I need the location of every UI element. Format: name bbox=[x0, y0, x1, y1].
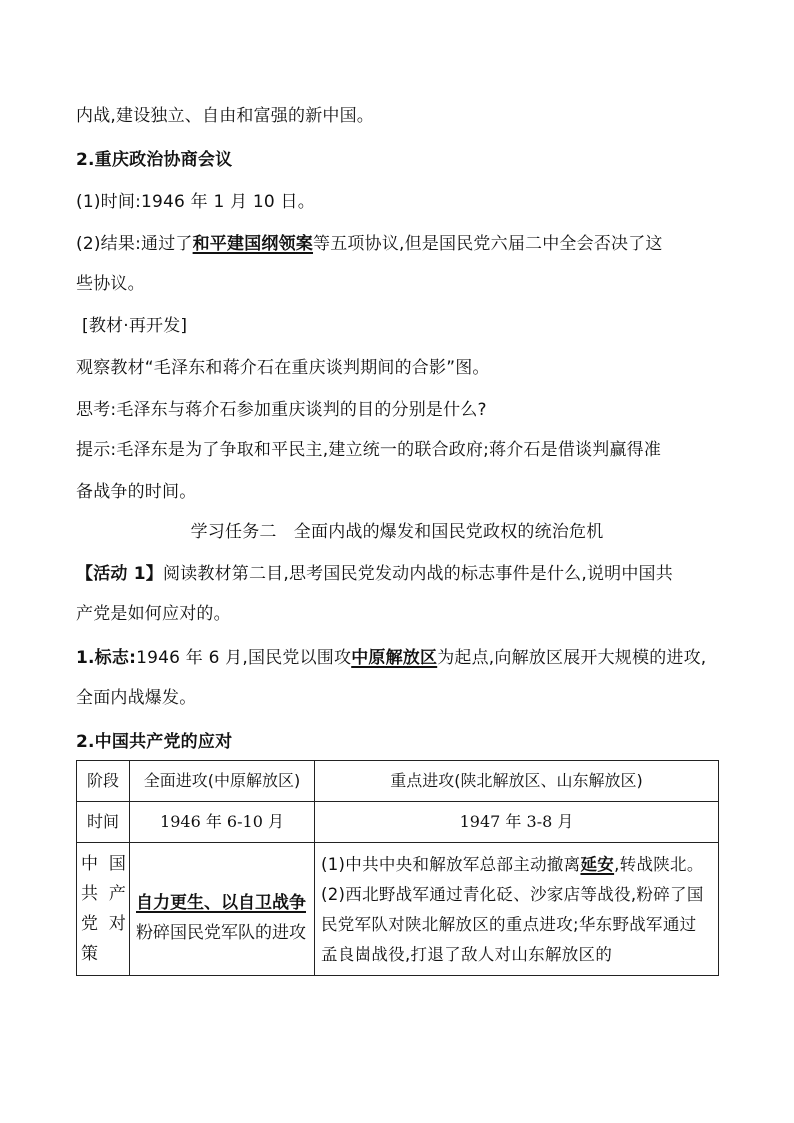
paragraph-line: 些协议。 bbox=[76, 274, 145, 294]
text-segment: 1946 年 6 月,国民党以围攻 bbox=[136, 648, 352, 668]
table-cell-policy-label bbox=[77, 843, 130, 976]
table-cell-head-b: 重点进攻(陕北解放区、山东解放区) bbox=[315, 761, 719, 802]
table-row-time bbox=[77, 802, 719, 843]
key-term: 延安 bbox=[580, 855, 615, 874]
key-term: 自力更生、以自卫战争 bbox=[136, 893, 306, 913]
sign-label: 1.标志: bbox=[76, 648, 137, 668]
text-segment: 阅读教材第二目,思考国民党发动内战的标志事件是什么,说明中国共 bbox=[162, 564, 673, 584]
paragraph-line-sign bbox=[76, 646, 706, 670]
table-cell-stage-label: 阶段 bbox=[77, 761, 130, 802]
paragraph-line-hint: 提示:毛泽东是为了争取和平民主,建立统一的联合政府;蒋介石是借谈判赢得准 bbox=[76, 440, 662, 460]
policy-a-text bbox=[136, 888, 308, 948]
table-cell-time-a: 1946 年 6-10 月 bbox=[130, 802, 315, 843]
paragraph-line-think: 思考:毛泽东与蒋介石参加重庆谈判的目的分别是什么? bbox=[76, 400, 487, 420]
response-table bbox=[76, 760, 719, 976]
paragraph-line: 内战,建设独立、自由和富强的新中国。 bbox=[76, 106, 375, 126]
table-row-header bbox=[77, 761, 719, 802]
paragraph-line-result bbox=[76, 232, 663, 256]
table-row-policy bbox=[77, 843, 719, 976]
text-segment: 粉碎国民党军队的进攻 bbox=[136, 923, 306, 943]
key-term: 和平建国纲领案 bbox=[192, 234, 314, 254]
text-segment: (2)结果:通过了 bbox=[76, 234, 193, 254]
paragraph-line: 备战争的时间。 bbox=[76, 482, 197, 502]
vertical-label: 中 国 共 产 党 对 策 bbox=[81, 854, 126, 964]
task-heading: 学习任务二 全面内战的爆发和国民党政权的统治危机 bbox=[190, 522, 604, 542]
table-cell-policy-b bbox=[315, 843, 719, 976]
paragraph-line-time: (1)时间:1946 年 1 月 10 日。 bbox=[76, 192, 315, 212]
text-segment: (1)中共中央和解放军总部主动撤离 bbox=[321, 855, 581, 874]
section-heading-chongqing-pcc: 2.重庆政治协商会议 bbox=[76, 150, 233, 170]
table-cell-time-b: 1947 年 3-8 月 bbox=[315, 802, 719, 843]
textbook-reuse-label: [教材·再开发] bbox=[82, 316, 188, 336]
key-term: 中原解放区 bbox=[351, 648, 438, 668]
table-cell-time-label: 时间 bbox=[77, 802, 130, 843]
activity-line bbox=[76, 562, 673, 586]
section-heading-response: 2.中国共产党的应对 bbox=[76, 732, 233, 752]
paragraph-line: 产党是如何应对的。 bbox=[76, 604, 231, 624]
activity-tag: 【活动 1】 bbox=[76, 564, 163, 584]
policy-b-text bbox=[321, 850, 712, 970]
table-cell-policy-a bbox=[130, 843, 315, 976]
text-segment: 等五项协议,但是国民党六届二中全会否决了这 bbox=[313, 234, 663, 254]
paragraph-line: 全面内战爆发。 bbox=[76, 688, 197, 708]
text-segment: ,转战陕北。(2)西北野战军通过青化砭、沙家店等战役,粉碎了国民党军队对陕北解放区的重点进攻;华东野战军通过孟良崮战役,打退了敌人对山东解放区的 bbox=[321, 855, 704, 964]
paragraph-line-observe: 观察教材“毛泽东和蒋介石在重庆谈判期间的合影”图。 bbox=[76, 358, 490, 378]
text-segment: 为起点,向解放区展开大规模的进攻, bbox=[437, 648, 707, 668]
table-cell-head-a: 全面进攻(中原解放区) bbox=[130, 761, 315, 802]
